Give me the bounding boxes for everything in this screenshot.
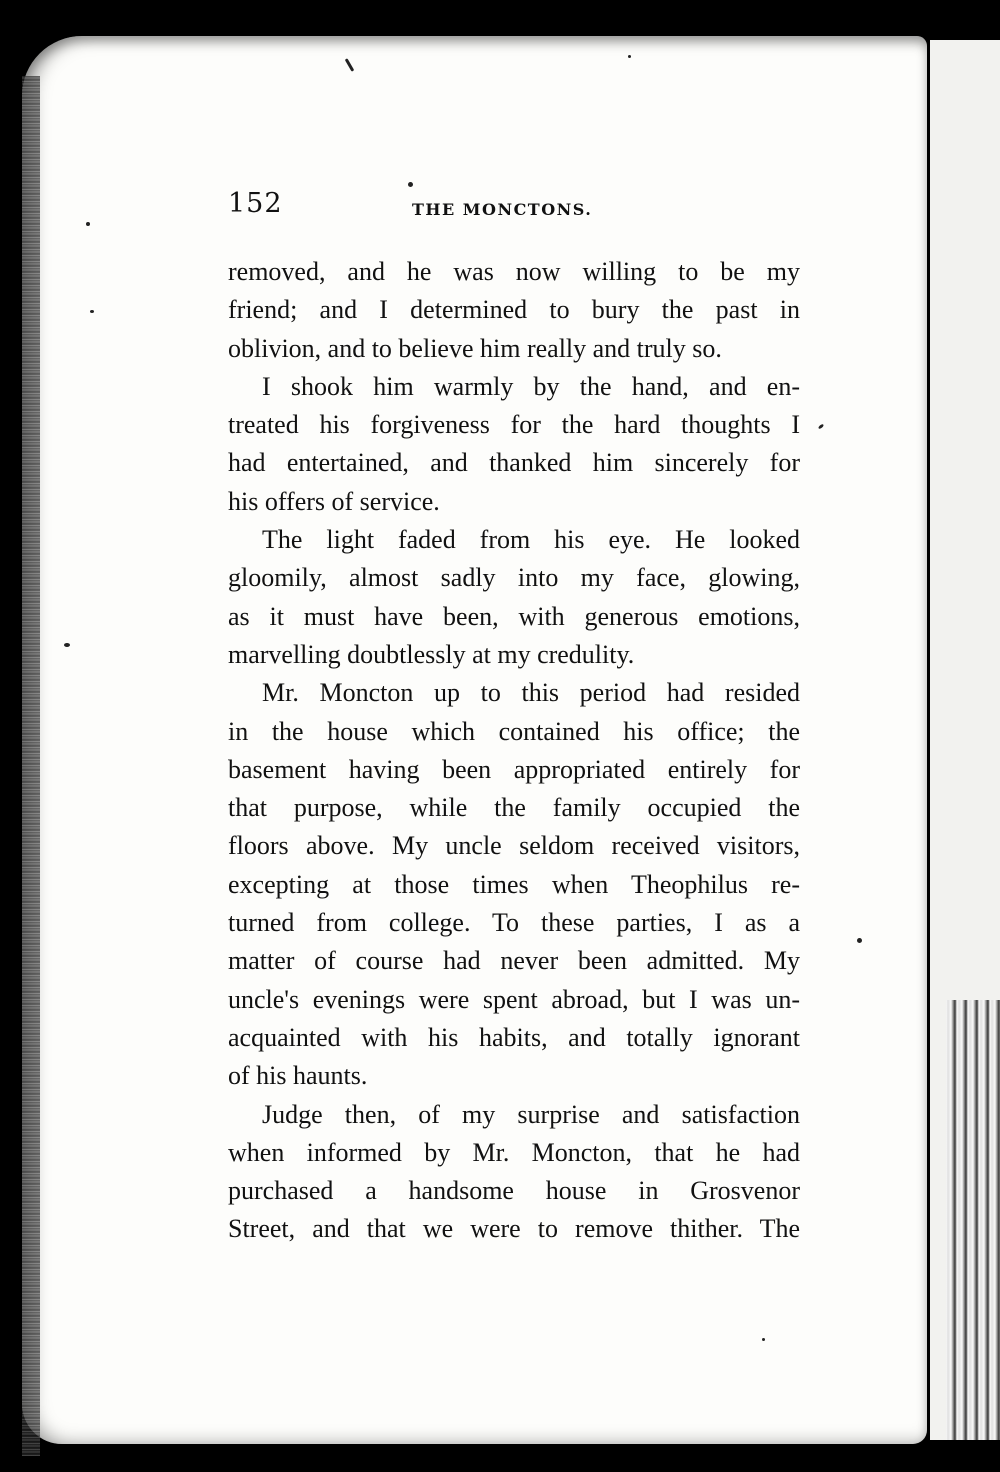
text-line: Street, and that we were to remove thither. The bbox=[228, 1214, 800, 1244]
scan-speck bbox=[64, 643, 70, 647]
text-line: basement having been appropriated entirely for bbox=[228, 754, 800, 784]
running-title: THE MONCTONS. bbox=[412, 200, 593, 219]
page-number: 152 bbox=[228, 188, 283, 219]
text-line: that purpose, while the family occupied the bbox=[228, 793, 800, 823]
text-line: when informed by Mr. Moncton, that he had bbox=[228, 1137, 800, 1167]
page-header bbox=[228, 188, 798, 228]
text-line: friend; and I determined to bury the past in bbox=[228, 295, 800, 325]
text-line: removed, and he was now willing to be my bbox=[228, 257, 800, 286]
text-line: gloomily, almost sadly into my face, glowing, bbox=[228, 563, 800, 593]
body-text bbox=[228, 253, 800, 1249]
scan-speck bbox=[408, 182, 413, 187]
text-line: I shook him warmly by the hand, and en- bbox=[262, 371, 800, 401]
scan-speck bbox=[90, 310, 94, 313]
text-line: Mr. Moncton up to this period had resided bbox=[262, 678, 800, 708]
paragraph bbox=[228, 521, 800, 674]
text-line: of his haunts. bbox=[228, 1061, 368, 1091]
text-line: as it must have been, with generous emotions, bbox=[228, 601, 800, 631]
text-line: treated his forgiveness for the hard thoughts I bbox=[228, 410, 800, 440]
text-line: uncle's evenings were spent abroad, but I was un- bbox=[228, 984, 800, 1014]
paragraph bbox=[228, 1096, 800, 1249]
scan-speck bbox=[86, 222, 90, 226]
scan-speck bbox=[628, 55, 631, 58]
scan-speck bbox=[857, 938, 862, 943]
text-line: acquainted with his habits, and totally ignorant bbox=[228, 1022, 800, 1052]
binding-gutter bbox=[22, 76, 40, 1456]
text-line: in the house which contained his office; the bbox=[228, 716, 800, 746]
text-line: marvelling doubtlessly at my credulity. bbox=[228, 639, 635, 669]
text-line: excepting at those times when Theophilus re- bbox=[228, 869, 800, 899]
next-page-edge-shadow bbox=[946, 1000, 1000, 1440]
paragraph bbox=[228, 253, 800, 368]
text-line: oblivion, and to believe him really and truly so. bbox=[228, 333, 722, 363]
paragraph bbox=[228, 674, 800, 1095]
paragraph bbox=[228, 368, 800, 521]
text-line: The light faded from his eye. He looked bbox=[262, 525, 800, 555]
text-line: Judge then, of my surprise and satisfaction bbox=[262, 1099, 800, 1129]
text-line: floors above. My uncle seldom received visitors, bbox=[228, 831, 800, 861]
text-line: turned from college. To these parties, I as a bbox=[228, 908, 800, 938]
text-line: his offers of service. bbox=[228, 486, 440, 516]
text-line: purchased a handsome house in Grosvenor bbox=[228, 1176, 800, 1206]
text-line: had entertained, and thanked him sincerely for bbox=[228, 448, 800, 478]
scan-speck bbox=[762, 1338, 765, 1341]
text-line: matter of course had never been admitted. My bbox=[228, 946, 800, 976]
